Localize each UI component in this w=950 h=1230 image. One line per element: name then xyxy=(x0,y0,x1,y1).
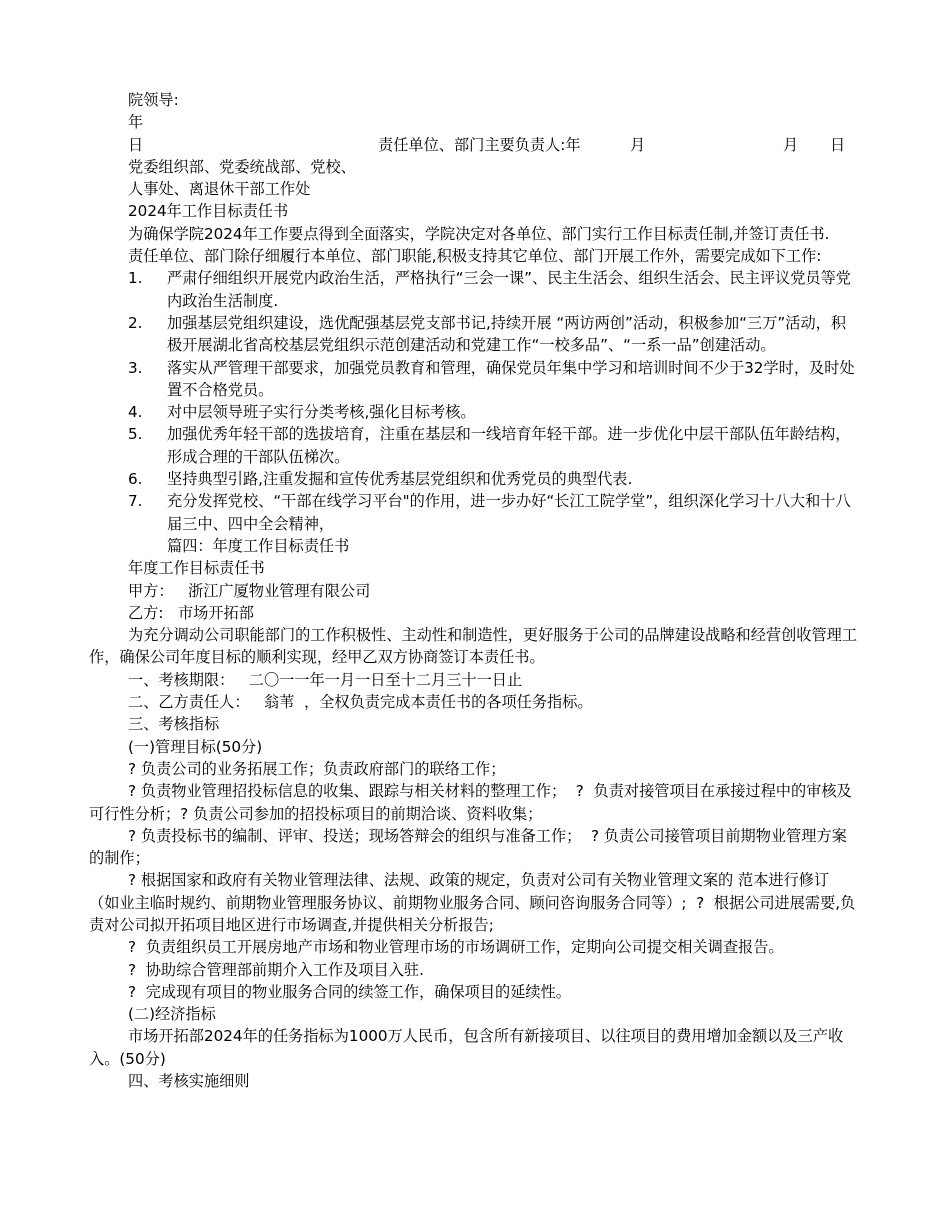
year-label: 年 xyxy=(128,113,144,132)
item-number: 2. xyxy=(128,313,143,332)
management-item: ? 负责物业管理招投标信息的收集、跟踪与相关材料的整理工作； ? 负责对接管项目在承接过程中的审核及可行性分析；? 负责公司参加的招投标项目的前期洽谈、资料收集； xyxy=(89,782,852,823)
month-label-right: 月 xyxy=(783,135,799,154)
department-line-1: 党委组织部、党委统战部、党校、 xyxy=(128,157,356,176)
indicators-heading: 三、考核指标 xyxy=(128,715,220,734)
document-body xyxy=(89,89,857,1092)
management-item: ? 负责公司的业务拓展工作；负责政府部门的联络工作； xyxy=(128,759,506,778)
item-text: 加强优秀年轻干部的选拔培育，注重在基层和一线培育年轻干部。进一步优化中层干部队伍年龄结构，形成合理的干部队伍梯次。 xyxy=(167,425,851,466)
leader-label: 院领导: xyxy=(128,91,179,109)
implementation-rules-heading: 四、考核实施细则 xyxy=(128,1072,250,1091)
economic-indicators-heading: (二)经济指标 xyxy=(128,1005,216,1024)
item-text: 坚持典型引路,注重发掘和宣传优秀基层党组织和优秀党员的典型代表. xyxy=(167,470,633,489)
item-number: 6. xyxy=(128,470,143,489)
document-title: 2024年工作目标责任书 xyxy=(128,202,289,221)
day-label-right: 日 xyxy=(830,135,846,154)
item-number: 1. xyxy=(128,269,143,288)
list-item xyxy=(89,468,857,490)
item-text: 严肃仔细组织开展党内政治生活，严格执行“三会一课”、民主生活会、组织生活会、民主评议党员等党内政治生活制度. xyxy=(167,269,851,310)
management-item: ? 负责组织员工开展房地产市场和物业管理市场的市场调研工作，定期向公司提交相关调查报告。 xyxy=(128,938,784,957)
management-item: ? 根据国家和政府有关物业管理法律、法规、政策的规定，负责对公司有关物业管理文案的 范本进行修订（如业主临时规约、前期物业管理服务协议、前期物业服务合同、顾问咨询服务合同等）; ? 根据公司进展需要,负责对公司拟开拓项目地区进行市场调查,并提供相关分析报告; xyxy=(89,871,856,934)
management-item: ? 协助综合管理部前期介入工作及项目入驻. xyxy=(128,960,424,979)
economic-indicators-text: 市场开拓部2024年的任务指标为1000万人民币，包含所有新接项目、以往项目的费用增加金额以及三产收入。(50分) xyxy=(89,1027,844,1068)
signature-row xyxy=(89,134,857,156)
party-a: 甲方： 浙江广厦物业管理有限公司 xyxy=(128,581,371,600)
list-item xyxy=(89,423,857,468)
part-four-heading: 篇四：年度工作目标责任书 xyxy=(167,536,350,555)
responsible-person: 二、乙方责任人： 翁苇 ，全权负责完成本责任书的各项任务指标。 xyxy=(128,693,593,712)
list-item xyxy=(89,312,857,357)
department-line-2: 人事处、离退休干部工作处 xyxy=(128,180,311,199)
item-number: 7. xyxy=(128,492,143,511)
duties-intro-paragraph: 责任单位、部门除仔细履行本单位、部门职能,积极支持其它单位、部门开展工作外，需要完成如下工作: xyxy=(128,247,822,266)
party-b: 乙方: 市场开拓部 xyxy=(128,603,254,622)
intro-paragraph: 为确保学院2024年工作要点得到全面落实，学院决定对各单位、部门实行工作目标责任制,并签订责任书. xyxy=(128,224,830,243)
item-text: 对中层领导班子实行分类考核,强化目标考核。 xyxy=(167,403,476,422)
month-label-mid: 月 xyxy=(630,135,646,154)
responsible-person-label: 责任单位、部门主要负责人:年 xyxy=(378,135,581,154)
assessment-period: 一、考核期限： 二〇一一年一月一日至十二月三十一日止 xyxy=(128,670,523,689)
item-text: 落实从严管理干部要求，加强党员教育和管理，确保党员年集中学习和培训时间不少于32学时，及时处置不合格党员。 xyxy=(167,358,855,399)
management-item: ? 完成现有项目的物业服务合同的续签工作，确保项目的延续性。 xyxy=(128,982,571,1001)
list-item xyxy=(89,401,857,423)
list-item xyxy=(89,357,857,402)
list-item xyxy=(89,267,857,312)
item-number: 5. xyxy=(128,425,143,444)
annual-responsibility-title: 年度工作目标责任书 xyxy=(128,559,265,578)
task-list xyxy=(89,267,857,535)
list-item xyxy=(89,490,857,535)
item-text: 充分发挥党校、“干部在线学习平台"的作用，进一步办好“长江工院学堂”，组织深化学习十八大和十八届三中、四中全会精神， xyxy=(167,492,851,533)
management-goals-heading: (一)管理目标(50分) xyxy=(128,737,263,756)
item-number: 3. xyxy=(128,358,143,377)
management-item: ? 负责投标书的编制、评审、投送；现场答辩会的组织与准备工作； ? 负责公司接管项目前期物业管理方案的制作； xyxy=(89,826,847,868)
item-number: 4. xyxy=(128,403,143,422)
item-text: 加强基层党组织建设，选优配强基层党支部书记,持续开展 “两访两创”活动，积极参加“三万”活动，积极开展湖北省高校基层党组织示范创建活动和党建工作“一校多品”、“一系一品”创建活动。 xyxy=(167,313,847,355)
day-label-left: 日 xyxy=(128,135,144,154)
agreement-intro: 为充分调动公司职能部门的工作积极性、主动性和制造性，更好服务于公司的品牌建设战略和经营创收管理工作，确保公司年度目标的顺利实现，经甲乙双方协商签订本责任书。 xyxy=(89,626,857,667)
